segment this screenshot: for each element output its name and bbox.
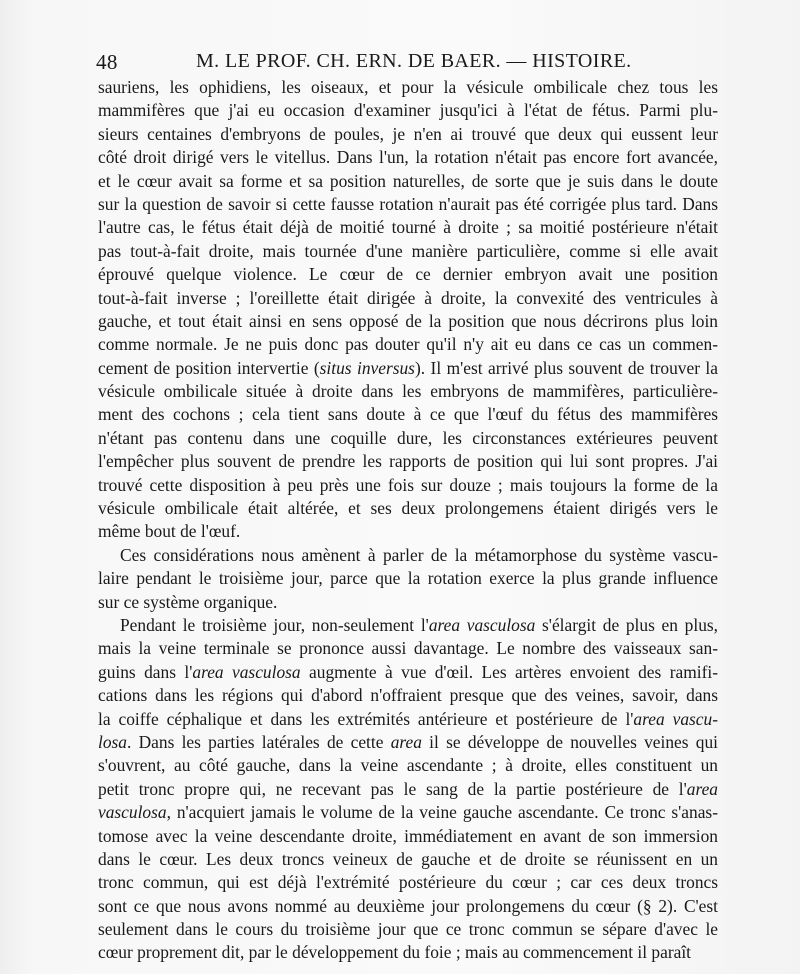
- text-line: cœur proprement dit, par le développement du foie ; mais au commencement il paraît: [98, 942, 692, 963]
- body-text: [98, 76, 718, 965]
- text-line: sauriens, les ophidiens, les oiseaux, et pour la vésicule ombilicale chez tous les: [98, 77, 718, 97]
- text-line: l'autre cas, le fétus était déjà de moitié tourné à droite ; sa moitié postérieure n'était: [98, 217, 718, 238]
- text-line: losa. Dans les parties latérales de cette area il se développe de nouvelles veines qui: [98, 731, 718, 752]
- text-line: sieurs centaines d'embryons de poules, je n'en ai trouvé que deux qui eussent leur: [98, 123, 718, 144]
- text-line: et le cœur avait sa forme et sa position naturelles, de sorte que je suis dans le doute: [98, 170, 718, 191]
- text-line: comme normale. Je ne puis donc pas douter qu'il n'y ait eu dans ce cas un commen-: [98, 334, 718, 355]
- running-head: M. LE PROF. CH. ERN. DE BAER. — HISTOIRE.: [196, 50, 632, 72]
- text-line: vésicule ombilicale était altérée, et ses deux prolongemens étaient dirigés vers le: [98, 498, 718, 519]
- text-line: vasculosa, n'acquiert jamais le volume de la veine gauche ascendante. Ce tronc s'anas-: [98, 802, 718, 823]
- text-line: sont ce que nous avons nommé au deuxième jour prolongemens du cœur (§ 2). C'est: [98, 895, 718, 916]
- text-line: sur la question de savoir si cette fausse rotation n'aurait pas été corrigée plus tard. Dans: [98, 193, 718, 214]
- text-line: tout-à-fait inverse ; l'oreillette était dirigée à droite, la convexité des ventricules à: [98, 287, 718, 308]
- text-line: vésicule ombilicale située à droite dans les embryons de mammifères, particulière-: [98, 381, 718, 402]
- text-line: petit tronc propre qui, ne recevant pas le sang de la partie postérieure de l'area: [98, 778, 718, 799]
- text-line: éprouvé quelque violence. Le cœur de ce dernier embryon avait une position: [98, 264, 718, 285]
- page-number: 48: [96, 50, 118, 74]
- text-line: Pendant le troisième jour, non-seulement l'area vasculosa s'élargit de plus en plus,: [120, 614, 718, 635]
- text-line: gauche, et tout était ainsi en sens opposé de la position que nous décrirons plus loin: [98, 310, 718, 331]
- text-line: tronc commun, qui est déjà l'extrémité postérieure du cœur ; car ces deux troncs: [98, 872, 718, 893]
- text-line: tomose avec la veine descendante droite, immédiatement en avant de son immersion: [98, 825, 718, 846]
- text-line: même bout de l'œuf.: [98, 521, 241, 542]
- text-line: la coiffe céphalique et dans les extrémités antérieure et postérieure de l'area vascu-: [98, 708, 718, 729]
- text-line: mais la veine terminale se prononce aussi davantage. Le nombre des vaisseaux san-: [98, 638, 718, 659]
- text-line: côté droit dirigé vers le vitellus. Dans l'un, la rotation n'était pas encore fort avancée,: [98, 147, 718, 168]
- text-line: seulement dans le cours du troisième jour que ce tronc commun se sépare d'avec le: [98, 919, 718, 940]
- text-line: laire pendant le troisième jour, parce que la rotation exerce la plus grande influence: [98, 568, 718, 589]
- text-line: trouvé cette disposition à peu près une fois sur douze ; mais toujours la forme de la: [98, 474, 718, 495]
- text-line: sur ce système organique.: [98, 591, 278, 612]
- text-line: dans le cœur. Les deux troncs veineux de gauche et de droite se réunissent en un: [98, 848, 718, 869]
- text-line: Ces considérations nous amènent à parler de la métamorphose du système vascu-: [120, 544, 718, 565]
- text-line: n'étant pas contenu dans une coquille dure, les circonstances extérieures peuvent: [98, 427, 718, 448]
- text-line: s'ouvrent, au côté gauche, dans la veine ascendante ; à droite, elles constituent un: [98, 755, 718, 776]
- text-line: cement de position intervertie (situs inversus). Il m'est arrivé plus souvent de trouver la: [98, 357, 718, 378]
- text-line: l'empêcher plus souvent de prendre les rapports de position qui lui sont propres. J'ai: [98, 451, 718, 472]
- text-line: cations dans les régions qui d'abord n'offraient presque que des veines, savoir, dans: [98, 685, 718, 706]
- text-line: mammifères que j'ai eu occasion d'examiner jusqu'ici à l'état de fétus. Parmi plu-: [98, 100, 718, 121]
- text-line: pas tout-à-fait droite, mais tournée d'une manière particulière, comme si elle avait: [98, 240, 718, 261]
- text-line: guins dans l'area vasculosa augmente à vue d'œil. Les artères envoient des ramifi-: [98, 661, 718, 682]
- text-line: ment des cochons ; cela tient sans doute à ce que l'œuf du fétus des mammifères: [98, 404, 718, 425]
